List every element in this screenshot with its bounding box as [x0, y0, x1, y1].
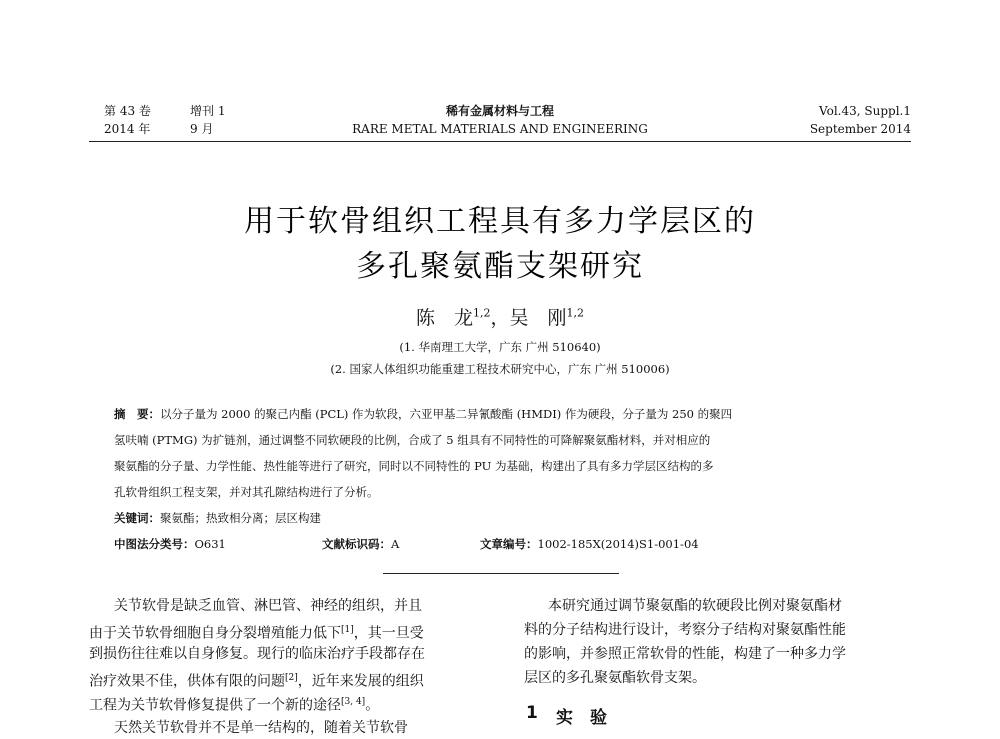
- citation-ref-1: [1]: [341, 625, 354, 635]
- title-line-1: 用于软骨组织工程具有多力学层区的: [244, 204, 756, 239]
- author-separator: ，: [490, 307, 510, 329]
- keywords: [114, 510, 321, 526]
- section-title: 实 验: [556, 708, 607, 728]
- month-cn: 9 月: [190, 122, 214, 136]
- abstract-line-4: 孔软骨组织工程支架，并对其孔隙结构进行了分析。: [114, 485, 379, 499]
- keywords-text: 聚氨酯；热致相分离；层区构建: [160, 511, 321, 525]
- right-column-line-2: 料的分子结构进行设计，考察分子结构对聚氨酯性能: [524, 622, 846, 638]
- document-code: [322, 536, 399, 552]
- author-1-affiliation: 1,2: [472, 306, 491, 320]
- abstract-label: 摘 要：: [114, 407, 160, 421]
- year-cn: 2014 年: [104, 122, 151, 136]
- journal-name-cn: 稀有金属材料与工程: [445, 104, 554, 118]
- abstract-line-1: [114, 406, 732, 422]
- abstract-line-2: 氢呋喃 (PTMG) 为扩链剂，通过调整不同软硬段的比例，合成了 5 组具有不同特性的可降解聚氨酯材料，并对相应的: [114, 433, 711, 447]
- author-2-affiliation: 1,2: [566, 306, 585, 320]
- article-number-label: 文章编号：: [480, 537, 538, 551]
- left-column-line-6: 天然关节软骨并不是单一结构的，随着关节软骨: [114, 720, 408, 736]
- journal-name-en: RARE METAL MATERIALS AND ENGINEERING: [352, 122, 648, 136]
- clc-label: 中图法分类号：: [114, 537, 195, 551]
- right-column-line-4: 层区的多孔聚氨酯软骨支架。: [524, 670, 706, 686]
- volume-cn: 第 43 卷: [104, 104, 151, 118]
- clc-value: O631: [194, 537, 226, 551]
- citation-ref-3-4: [3, 4]: [341, 697, 366, 707]
- abstract-text-1: 以分子量为 2000 的聚己内酯 (PCL) 作为软段，六亚甲基二异氰酸酯 (HMDI) 作为硬段，分子量为 250 的聚四: [160, 407, 733, 421]
- left-line-2-text-b: ，其一旦受: [353, 625, 424, 642]
- document-code-value: A: [391, 537, 400, 551]
- left-line-2-text-a: 由于关节软骨细胞自身分裂增殖能力低下: [89, 625, 341, 642]
- author-list: [0, 303, 1000, 330]
- left-column-line-1: 关节软骨是缺乏血管、淋巴管、神经的组织，并且: [114, 598, 422, 614]
- title-line-2: 多孔聚氨酯支架研究: [356, 249, 644, 284]
- article-number-value: 1002-185X(2014)S1-001-04: [537, 537, 699, 551]
- left-line-5-text-a: 工程为关节软骨修复提供了一个新的途径: [89, 697, 341, 714]
- affiliation-1: (1. 华南理工大学，广东 广州 510640): [399, 340, 601, 354]
- date-en: September 2014: [809, 122, 911, 136]
- left-column-line-2: [89, 619, 424, 645]
- keywords-label: 关键词：: [114, 511, 160, 525]
- left-line-4-text-b: ，近年来发展的组织: [297, 673, 424, 690]
- author-2: 吴 刚: [509, 307, 567, 329]
- left-column-line-3: 到损伤往往难以自身修复。现行的临床治疗手段都存在: [89, 646, 425, 662]
- header-rule: [89, 141, 911, 142]
- left-column-line-4: [89, 667, 424, 693]
- right-column-line-1: 本研究通过调节聚氨酯的软硬段比例对聚氨酯材: [548, 598, 842, 614]
- author-1: 陈 龙: [415, 307, 473, 329]
- volume-en: Vol.43, Suppl.1: [819, 104, 911, 118]
- left-line-5-text-b: 。: [365, 697, 380, 714]
- supplement-cn: 增刊 1: [190, 104, 226, 118]
- affiliation-2: (2. 国家人体组织功能重建工程技术研究中心，广东 广州 510006): [330, 362, 670, 376]
- clc-number: [114, 536, 226, 552]
- section-number: 1: [526, 703, 538, 723]
- left-line-4-text-a: 治疗效果不佳，供体有限的问题: [89, 673, 285, 690]
- abstract-line-3: 聚氨酯的分子量、力学性能、热性能等进行了研究，同时以不同特性的 PU 为基础，构建出了具有多力学层区结构的多: [114, 459, 714, 473]
- document-code-label: 文献标识码：: [322, 537, 391, 551]
- right-column-line-3: 的影响，并参照正常软骨的性能，构建了一种多力学: [524, 646, 846, 662]
- abstract-separator-rule: [383, 573, 619, 574]
- left-column-line-5: [89, 691, 379, 717]
- article-number: [480, 536, 699, 552]
- citation-ref-2: [2]: [285, 673, 298, 683]
